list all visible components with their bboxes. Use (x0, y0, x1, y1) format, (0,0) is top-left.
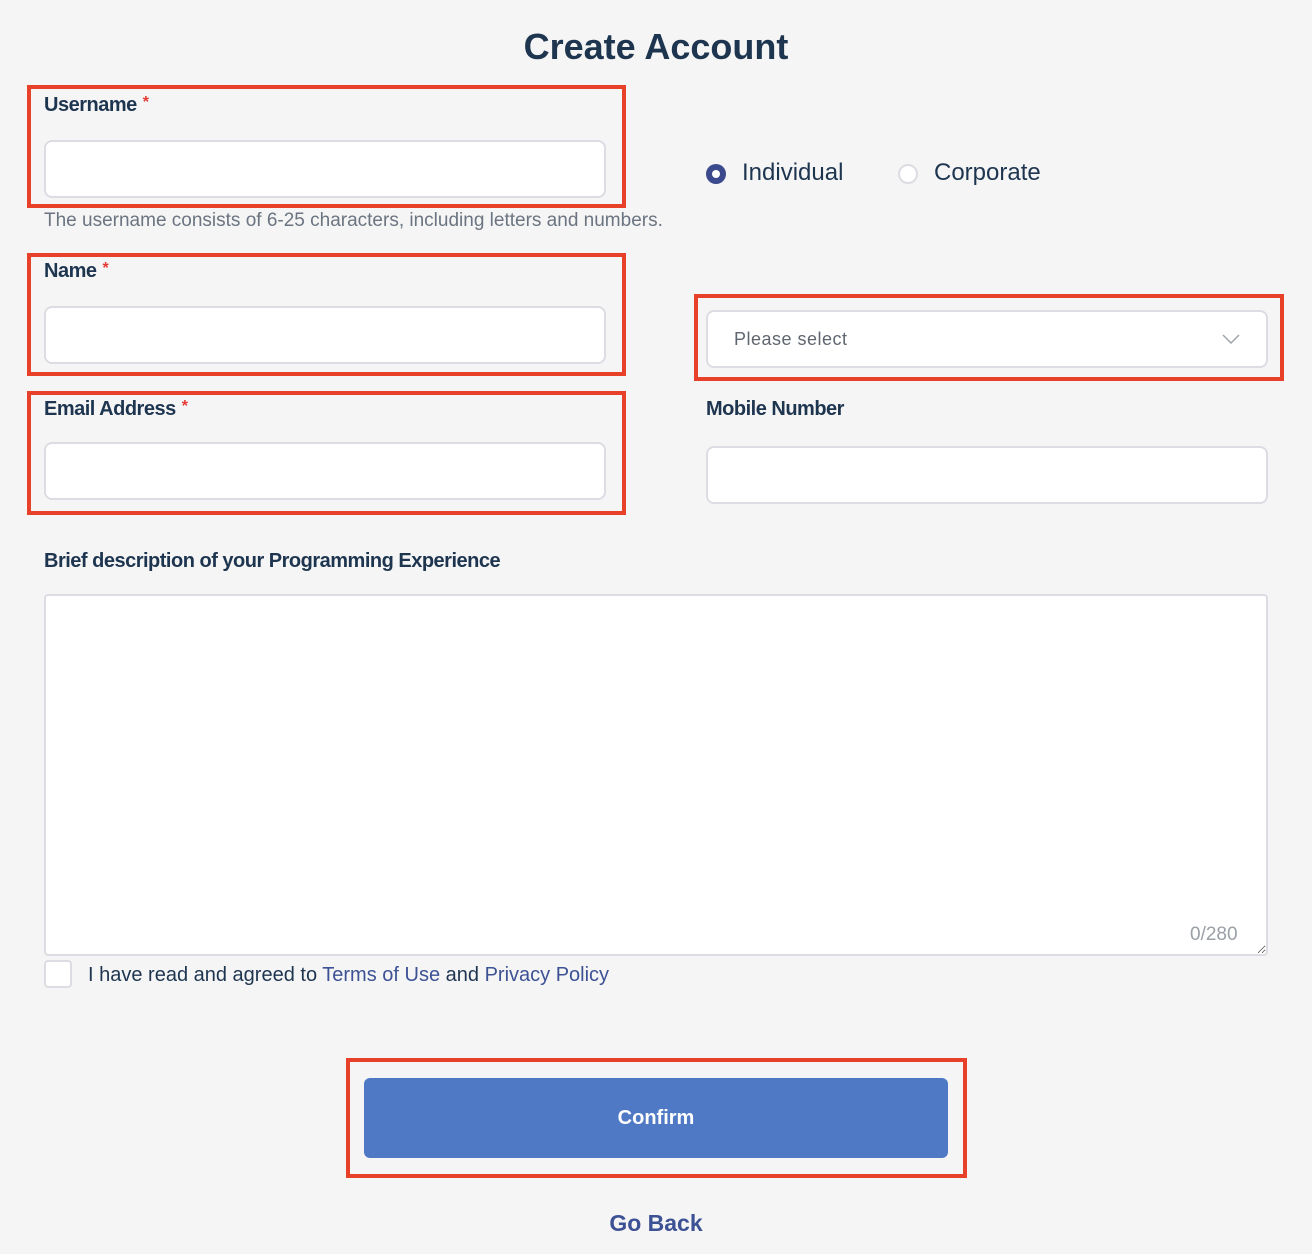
mobile-input[interactable] (706, 446, 1268, 504)
username-hint: The username consists of 6-25 characters, including letters and numbers. (44, 210, 663, 231)
select-placeholder: Please select (734, 328, 848, 349)
radio-corporate[interactable] (898, 164, 918, 184)
type-select[interactable] (706, 310, 1268, 368)
email-label: Email Address * (44, 398, 188, 420)
experience-textarea[interactable] (44, 594, 1268, 956)
agree-checkbox[interactable] (44, 960, 72, 988)
agreement-and: and (445, 964, 480, 986)
agreement-text (88, 964, 609, 987)
username-input[interactable] (44, 140, 606, 198)
chevron-down-icon (1222, 334, 1240, 344)
agreement-prefix: I have read and agreed to (88, 964, 318, 986)
radio-individual-label[interactable]: Individual (742, 159, 844, 186)
radio-corporate-label[interactable]: Corporate (934, 159, 1041, 186)
confirm-button[interactable]: Confirm (364, 1078, 948, 1158)
mobile-label: Mobile Number (706, 398, 844, 420)
experience-label: Brief description of your Programming Experience (44, 550, 501, 572)
name-input[interactable] (44, 306, 606, 364)
name-label: Name * (44, 260, 109, 282)
email-input[interactable] (44, 442, 606, 500)
page-title: Create Account (523, 26, 789, 67)
privacy-link[interactable]: Privacy Policy (484, 964, 610, 986)
username-label: Username * (44, 94, 149, 116)
terms-link[interactable]: Terms of Use (322, 964, 441, 986)
radio-individual[interactable] (706, 164, 726, 184)
go-back-link[interactable]: Go Back (609, 1210, 703, 1236)
char-counter: 0/280 (1190, 924, 1238, 945)
